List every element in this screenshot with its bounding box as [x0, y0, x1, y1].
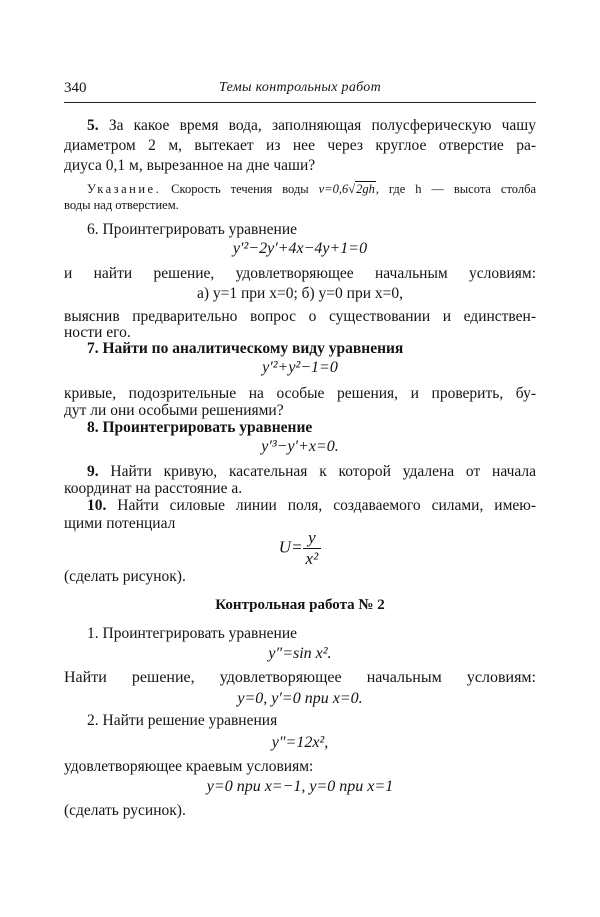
- problem-9-number: 9.: [87, 463, 99, 480]
- q1-line-1: 1. Проинтегрировать уравнение: [87, 625, 297, 642]
- problem-7-equation: [64, 359, 536, 377]
- problem-8-text: 8. Проинтегрировать уравнение: [87, 419, 313, 436]
- problem-7-line-2: кривые, подозрительные на особые решения, и проверить, бу-: [64, 385, 536, 402]
- problem-10-line-3: (сделать рисунок).: [64, 568, 186, 585]
- hint-line-1: [87, 181, 536, 197]
- hint-formula: v=0,6: [318, 182, 349, 196]
- q1-equation: [64, 645, 536, 663]
- q2-line-3: (сделать русинок).: [64, 802, 186, 819]
- problem-7-text: 7. Найти по аналитическому виду уравнения: [87, 340, 404, 357]
- problem-10-equation: [64, 528, 536, 569]
- q1-line-2: Найти решение, удовлетворяющее начальным условиям:: [64, 669, 536, 686]
- fraction-denominator: x²: [305, 549, 319, 568]
- q2-line-1: 2. Найти решение уравнения: [87, 712, 278, 729]
- q1-conditions: [64, 690, 536, 708]
- sqrt-radicand: 2gh: [356, 182, 375, 196]
- problem-6-line-3: выяснив предварительно вопрос о существовании и единствен-: [64, 308, 536, 325]
- problem-6-equation: [64, 240, 536, 258]
- equation-text: y″=12x²,: [271, 734, 329, 751]
- running-title: Темы контрольных работ: [219, 80, 381, 95]
- fraction-numerator: y: [303, 528, 322, 549]
- fraction: [303, 528, 322, 569]
- running-header: [64, 78, 536, 103]
- problem-7-line-1: [87, 339, 536, 359]
- equation-text: y″=sin x².: [268, 645, 332, 662]
- problem-6-conditions: а) y=1 при x=0; б) y=0 при x=0,: [196, 285, 404, 302]
- problem-10-line-2: щими потенциал: [64, 515, 176, 532]
- hint-text-pre: Скорость течения воды: [161, 182, 319, 196]
- conditions-text: y=0, y′=0 при x=0.: [237, 690, 363, 707]
- problem-5-line-1: [87, 116, 536, 136]
- problem-9-line-2: координат на расстояние a.: [64, 480, 243, 497]
- conditions-text: y=0 при x=−1, y=0 при x=1: [206, 778, 394, 795]
- problem-5-number: 5.: [87, 117, 99, 134]
- problem-10-number: 10.: [87, 497, 107, 514]
- problem-5-text-1: За какое время вода, заполняющая полусферическую чашу: [98, 117, 536, 134]
- hint-text-post: , где h — высота столба: [375, 182, 536, 196]
- equation-lhs: U=: [278, 537, 303, 557]
- problem-5-line-3: диуса 0,1 м, вырезанное на дне чаши?: [64, 157, 316, 174]
- equation-text: y′²+y²−1=0: [262, 359, 338, 376]
- hint-label: Указание.: [87, 182, 162, 196]
- q2-equation: [64, 734, 536, 752]
- hint-line-2: воды над отверстием.: [64, 198, 179, 212]
- problem-5-line-2: диаметром 2 м, вытекает из нее через круглое отверстие ра-: [64, 137, 536, 154]
- equation-text: y′³−y′+x=0.: [261, 438, 339, 455]
- equation-text: y′²−2y′+4x−4y+1=0: [232, 240, 368, 257]
- sqrt-symbol: √: [348, 182, 356, 196]
- problem-10-line-1: [87, 496, 536, 516]
- section-heading: Контрольная работа № 2: [215, 597, 385, 613]
- problem-6-line-2: и найти решение, удовлетворяющее начальным условиям:: [64, 265, 536, 282]
- problem-8-line-1: [87, 418, 536, 438]
- q2-conditions: [64, 778, 536, 796]
- problem-8-equation: [64, 438, 536, 456]
- q2-line-2: удовлетворяющее краевым условиям:: [64, 758, 314, 775]
- problem-6-line-1: 6. Проинтегрировать уравнение: [87, 221, 297, 238]
- problem-9-text-1: Найти кривую, касательная к которой удалена от начала: [98, 463, 536, 480]
- problem-10-text-1: Найти силовые линии поля, создаваемого силами, имею-: [106, 497, 536, 514]
- problem-7-line-3: дут ли они особыми решениями?: [64, 402, 284, 419]
- problem-6-line-4: ности его.: [64, 324, 131, 341]
- page-number: 340: [64, 80, 87, 96]
